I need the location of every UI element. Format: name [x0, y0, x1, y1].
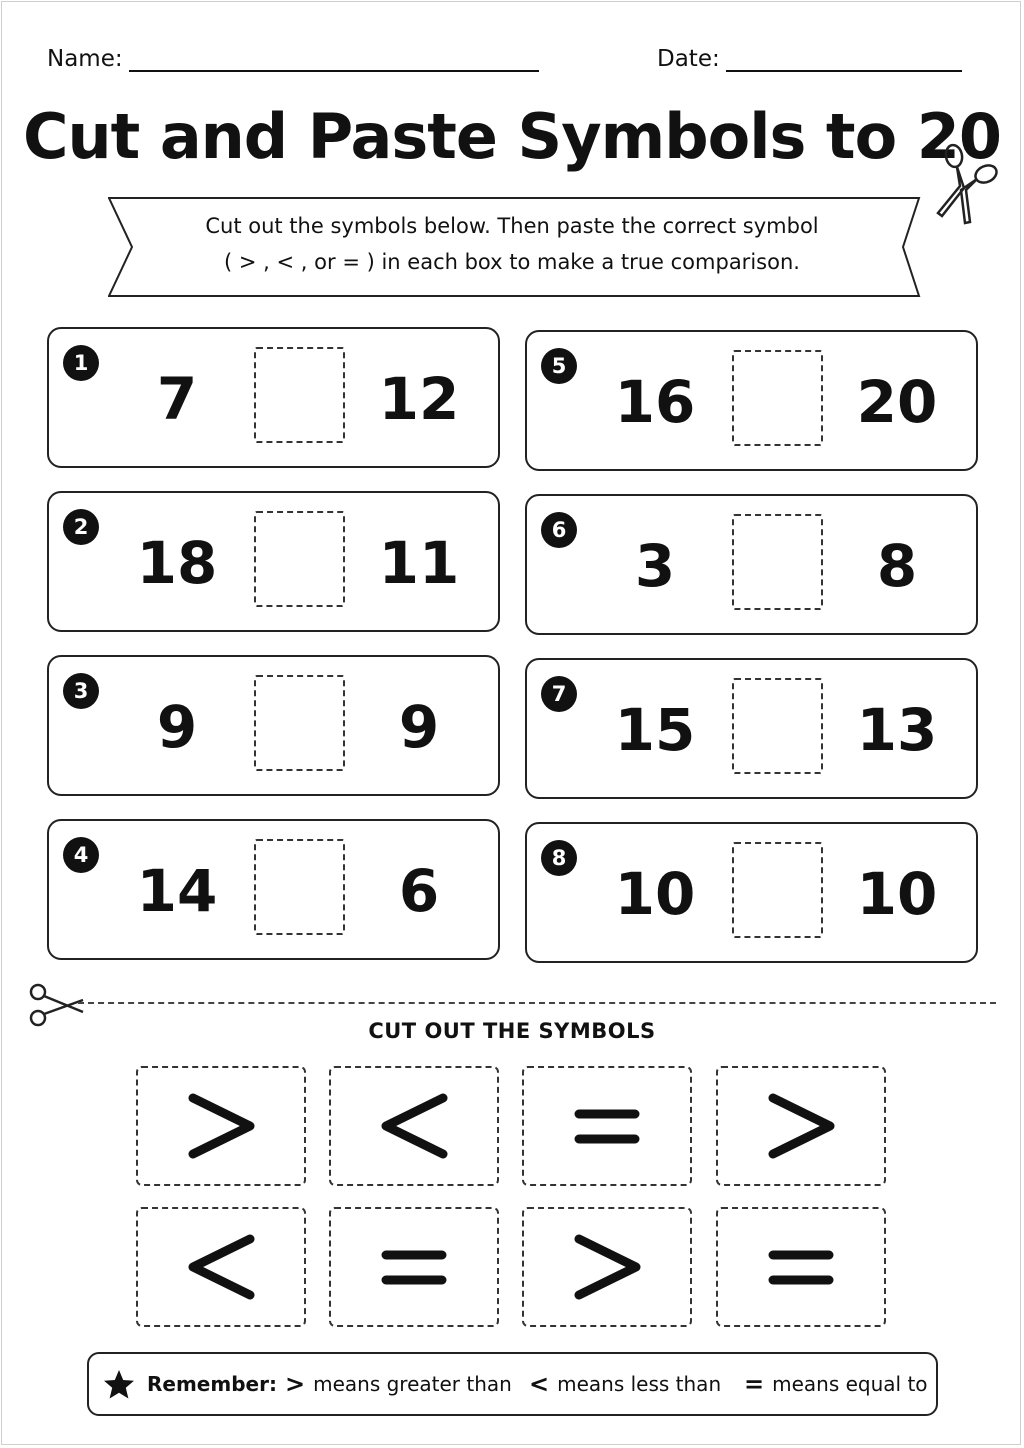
cut-section-heading: CUT OUT THE SYMBOLS — [368, 1019, 656, 1043]
reminder-symbol: > — [285, 1370, 306, 1398]
problem-card — [47, 491, 500, 632]
paste-box[interactable] — [732, 842, 823, 938]
right-number: 10 — [856, 860, 938, 928]
left-number: 9 — [156, 693, 198, 761]
paste-box[interactable] — [254, 347, 345, 443]
symbol-cutout[interactable] — [329, 1207, 499, 1327]
greater-than-symbol — [138, 1068, 304, 1184]
name-line[interactable] — [129, 42, 539, 72]
star-icon — [103, 1369, 135, 1401]
problem-card — [525, 822, 978, 963]
problem-card — [525, 658, 978, 799]
name-label: Name: — [47, 46, 123, 72]
paste-box[interactable] — [732, 678, 823, 774]
less-than-symbol — [331, 1068, 497, 1184]
symbol-cutout[interactable] — [716, 1066, 886, 1186]
paste-box[interactable] — [732, 350, 823, 446]
left-number: 3 — [634, 532, 676, 600]
problem-number-badge: 6 — [541, 512, 577, 548]
left-number: 7 — [156, 365, 198, 433]
symbol-cutout[interactable] — [329, 1066, 499, 1186]
reminder-item — [529, 1372, 721, 1396]
right-number: 8 — [876, 532, 918, 600]
equals-symbol — [331, 1209, 497, 1325]
greater-than-symbol — [524, 1209, 690, 1325]
equals-symbol — [524, 1068, 690, 1184]
problem-number-badge: 4 — [63, 837, 99, 873]
less-than-symbol — [138, 1209, 304, 1325]
equals-symbol — [718, 1209, 884, 1325]
symbol-cutout[interactable] — [522, 1066, 692, 1186]
left-number: 10 — [614, 860, 696, 928]
paste-box[interactable] — [254, 511, 345, 607]
left-number: 15 — [614, 696, 696, 764]
page-title: Cut and Paste Symbols to 20 — [22, 100, 1002, 173]
reminder-text: means equal to — [772, 1372, 928, 1396]
problem-number-badge: 2 — [63, 509, 99, 545]
problem-card — [525, 494, 978, 635]
symbol-cutout[interactable] — [522, 1207, 692, 1327]
paste-box[interactable] — [254, 675, 345, 771]
reminder-item — [744, 1372, 928, 1396]
problem-card — [47, 327, 500, 468]
reminder-box — [87, 1352, 938, 1416]
problem-card — [47, 819, 500, 960]
reminder-item — [285, 1372, 512, 1396]
reminder-symbol: < — [529, 1370, 550, 1398]
reminder-symbol: = — [744, 1370, 765, 1398]
right-number: 11 — [378, 529, 460, 597]
right-number: 6 — [398, 857, 440, 925]
reminder-text: means greater than — [313, 1372, 512, 1396]
symbol-cutout[interactable] — [716, 1207, 886, 1327]
right-number: 12 — [378, 365, 460, 433]
date-line[interactable] — [726, 42, 962, 72]
reminder-label: Remember: — [147, 1372, 277, 1396]
date-field[interactable] — [657, 42, 962, 72]
problem-number-badge: 8 — [541, 840, 577, 876]
instruction-text — [150, 208, 874, 280]
right-number: 9 — [398, 693, 440, 761]
instruction-line-1: Cut out the symbols below. Then paste the correct symbol — [205, 214, 819, 238]
reminder-text: means less than — [557, 1372, 722, 1396]
name-field[interactable] — [47, 42, 539, 72]
paste-box[interactable] — [732, 514, 823, 610]
problem-card — [47, 655, 500, 796]
greater-than-symbol — [718, 1068, 884, 1184]
paste-box[interactable] — [254, 839, 345, 935]
problem-card — [525, 330, 978, 471]
problem-number-badge: 5 — [541, 348, 577, 384]
problem-number-badge: 1 — [63, 345, 99, 381]
cut-line — [78, 1002, 996, 1004]
scissors-icon — [930, 138, 1002, 228]
symbol-cutout[interactable] — [136, 1066, 306, 1186]
right-number: 13 — [856, 696, 938, 764]
left-number: 14 — [136, 857, 218, 925]
symbol-cutout[interactable] — [136, 1207, 306, 1327]
date-label: Date: — [657, 46, 720, 72]
problem-number-badge: 3 — [63, 673, 99, 709]
instruction-line-2: ( > , < , or = ) in each box to make a true comparison. — [224, 250, 800, 274]
right-number: 20 — [856, 368, 938, 436]
left-number: 16 — [614, 368, 696, 436]
left-number: 18 — [136, 529, 218, 597]
problem-number-badge: 7 — [541, 676, 577, 712]
